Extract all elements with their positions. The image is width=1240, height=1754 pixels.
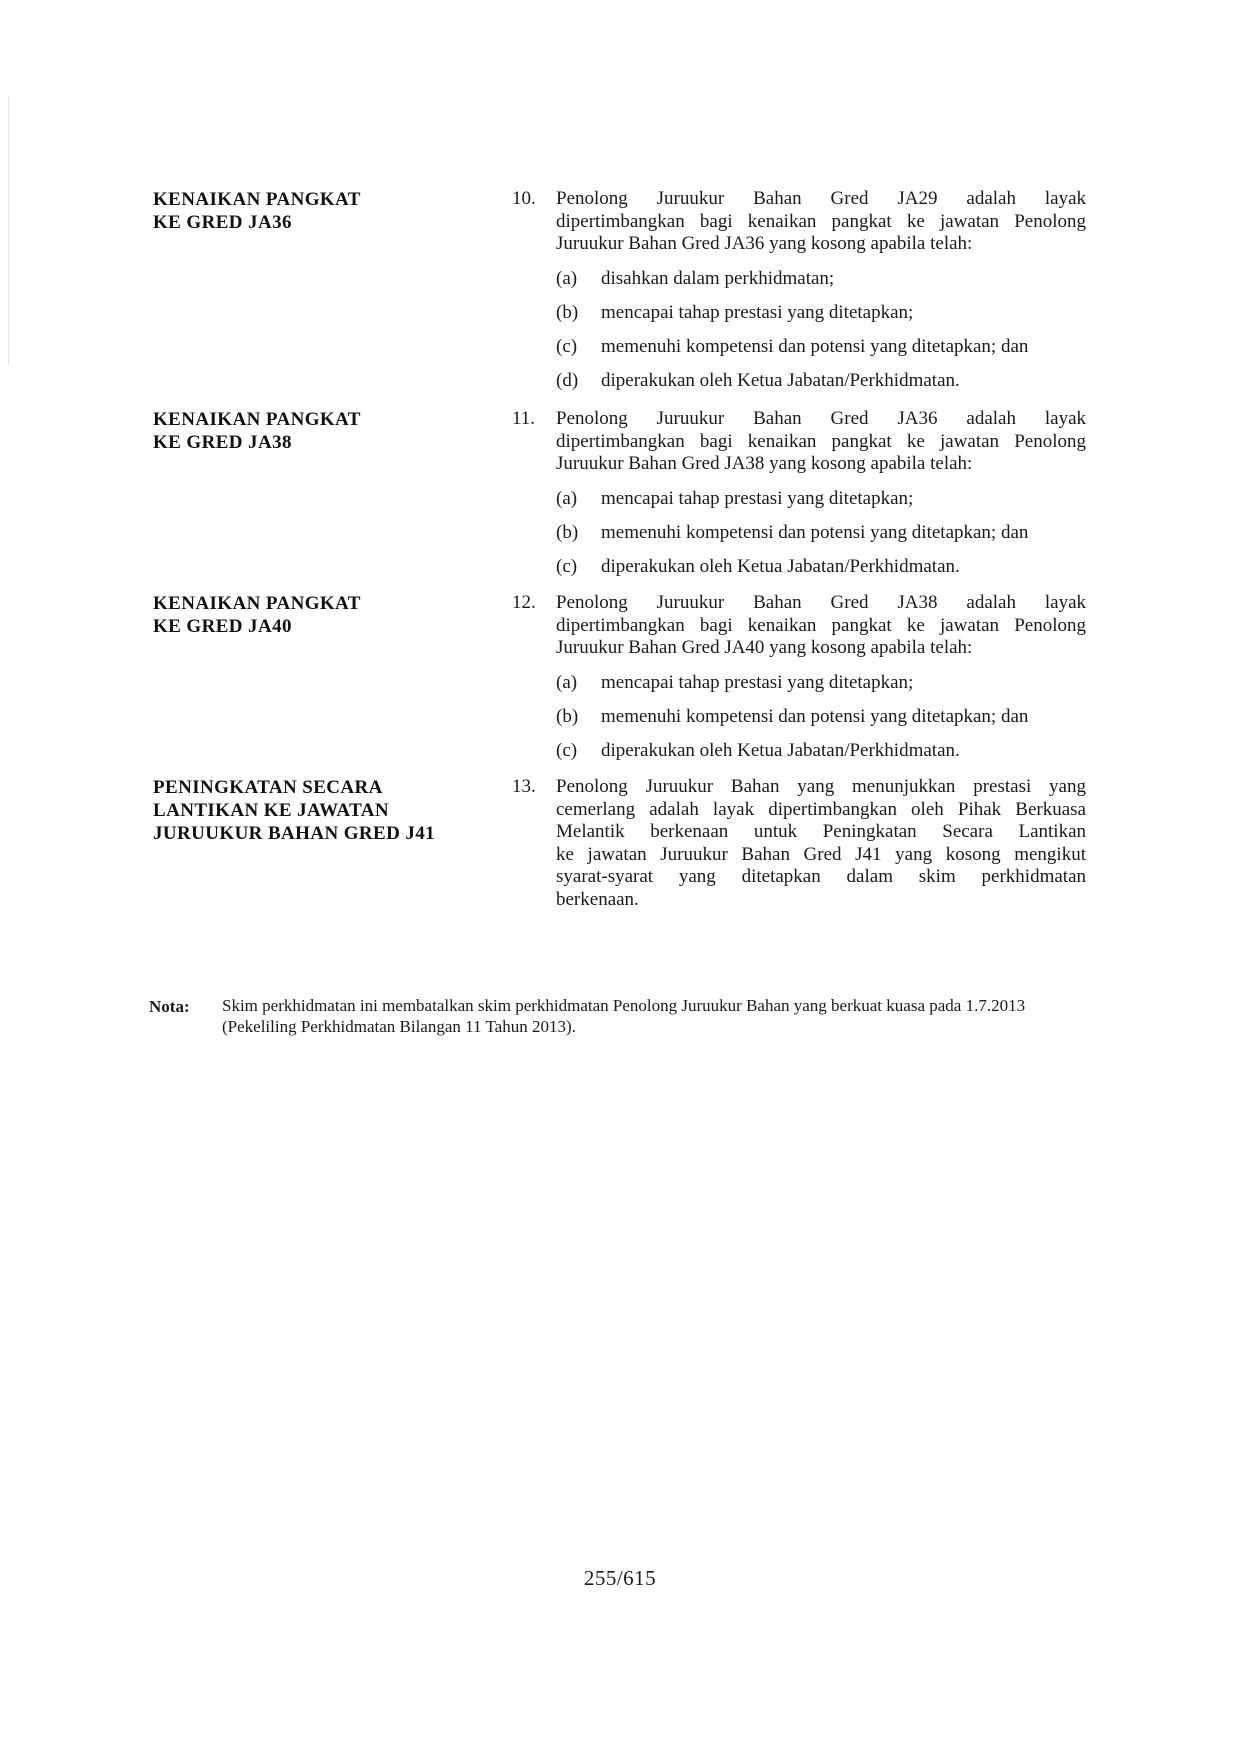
- paragraph-line: ke jawatan Juruukur Bahan Gred J41 yang kosong mengikut: [556, 843, 1086, 865]
- heading-line: KENAIKAN PANGKAT: [153, 409, 361, 430]
- list-item: [556, 488, 913, 510]
- list-item-text: disahkan dalam perkhidmatan;: [601, 268, 835, 289]
- heading-line: KE GRED JA38: [153, 432, 292, 453]
- heading-line: KE GRED JA40: [153, 616, 292, 637]
- paragraph-number: 12.: [512, 592, 536, 613]
- paragraph-number: 11.: [512, 408, 536, 429]
- list-item-text: memenuhi kompetensi dan potensi yang ditetapkan; dan: [601, 336, 1029, 357]
- paragraph-number: 10.: [512, 188, 536, 209]
- list-item: [556, 336, 1028, 358]
- paragraph-text: [556, 592, 1086, 660]
- list-item-label: (b): [556, 302, 579, 323]
- paragraph-line: Juruukur Bahan Gred JA36 yang kosong apabila telah:: [556, 233, 973, 254]
- section-heading: [153, 188, 453, 234]
- paragraph-line: Penolong Juruukur Bahan yang menunjukkan prestasi yang: [556, 776, 1086, 797]
- heading-line: KENAIKAN PANGKAT: [153, 593, 361, 614]
- list-item-text: diperakukan oleh Ketua Jabatan/Perkhidmatan.: [601, 740, 960, 761]
- list-item-label: (b): [556, 522, 579, 543]
- paragraph-line: cemerlang adalah layak dipertimbangkan oleh Pihak Berkuasa: [556, 798, 1086, 820]
- paragraph-line: Penolong Juruukur Bahan Gred JA38 adalah layak: [556, 592, 1086, 613]
- paragraph-line: Juruukur Bahan Gred JA40 yang kosong apabila telah:: [556, 637, 973, 658]
- page-number: 255/615: [583, 1566, 657, 1590]
- list-item-label: (d): [556, 370, 579, 391]
- list-item: [556, 268, 834, 290]
- paragraph-line: syarat-syarat yang ditetapkan dalam skim perkhidmatan: [556, 866, 1086, 887]
- section-heading: [153, 408, 453, 454]
- list-item-text: mencapai tahap prestasi yang ditetapkan;: [601, 302, 914, 323]
- paragraph-line: dipertimbangkan bagi kenaikan pangkat ke jawatan Penolong: [556, 430, 1086, 452]
- paragraph-text: [556, 188, 1086, 256]
- list-item-text: memenuhi kompetensi dan potensi yang ditetapkan; dan: [601, 522, 1029, 543]
- list-item-label: (a): [556, 268, 578, 289]
- nota-label: Nota:: [149, 997, 190, 1016]
- list-item-label: (a): [556, 488, 578, 509]
- list-item-label: (c): [556, 740, 578, 761]
- section-heading: [153, 592, 453, 638]
- paragraph-line: dipertimbangkan bagi kenaikan pangkat ke jawatan Penolong: [556, 210, 1086, 232]
- list-item-label: (c): [556, 336, 578, 357]
- paragraph-text: [556, 408, 1086, 476]
- list-item-text: memenuhi kompetensi dan potensi yang ditetapkan; dan: [601, 706, 1029, 727]
- list-item-text: mencapai tahap prestasi yang ditetapkan;: [601, 672, 914, 693]
- heading-line: LANTIKAN KE JAWATAN: [153, 800, 389, 821]
- heading-line: KENAIKAN PANGKAT: [153, 189, 361, 210]
- list-item-label: (a): [556, 672, 578, 693]
- list-item-label: (b): [556, 706, 579, 727]
- section-heading: [153, 776, 453, 845]
- list-item: [556, 706, 1028, 728]
- scan-edge-line: [8, 95, 9, 365]
- list-item-text: diperakukan oleh Ketua Jabatan/Perkhidmatan.: [601, 370, 960, 391]
- nota-line: Skim perkhidmatan ini membatalkan skim perkhidmatan Penolong Juruukur Bahan yang berkuat kuasa pada 1.7.2013: [222, 996, 1026, 1015]
- paragraph-line: Penolong Juruukur Bahan Gred JA29 adalah layak: [556, 188, 1086, 209]
- nota-text: [222, 995, 1025, 1037]
- paragraph-line: dipertimbangkan bagi kenaikan pangkat ke jawatan Penolong: [556, 614, 1086, 636]
- paragraph-number: 13.: [512, 776, 536, 797]
- heading-line: JURUUKUR BAHAN GRED J41: [153, 823, 436, 844]
- list-item: [556, 556, 960, 578]
- heading-line: KE GRED JA36: [153, 212, 292, 233]
- paragraph-line: Melantik berkenaan untuk Peningkatan Secara Lantikan: [556, 821, 1086, 842]
- nota-line: (Pekeliling Perkhidmatan Bilangan 11 Tahun 2013).: [222, 1017, 576, 1036]
- list-item: [556, 522, 1028, 544]
- heading-line: PENINGKATAN SECARA: [153, 777, 383, 798]
- list-item-text: diperakukan oleh Ketua Jabatan/Perkhidmatan.: [601, 556, 960, 577]
- paragraph-line: berkenaan.: [556, 888, 639, 910]
- paragraph-line: Juruukur Bahan Gred JA38 yang kosong apabila telah:: [556, 453, 973, 474]
- paragraph-text: [556, 776, 1086, 911]
- list-item: [556, 740, 960, 762]
- list-item: [556, 302, 913, 324]
- paragraph-line: Penolong Juruukur Bahan Gred JA36 adalah layak: [556, 408, 1086, 429]
- list-item: [556, 370, 960, 392]
- list-item: [556, 672, 913, 694]
- list-item-label: (c): [556, 556, 578, 577]
- list-item-text: mencapai tahap prestasi yang ditetapkan;: [601, 488, 914, 509]
